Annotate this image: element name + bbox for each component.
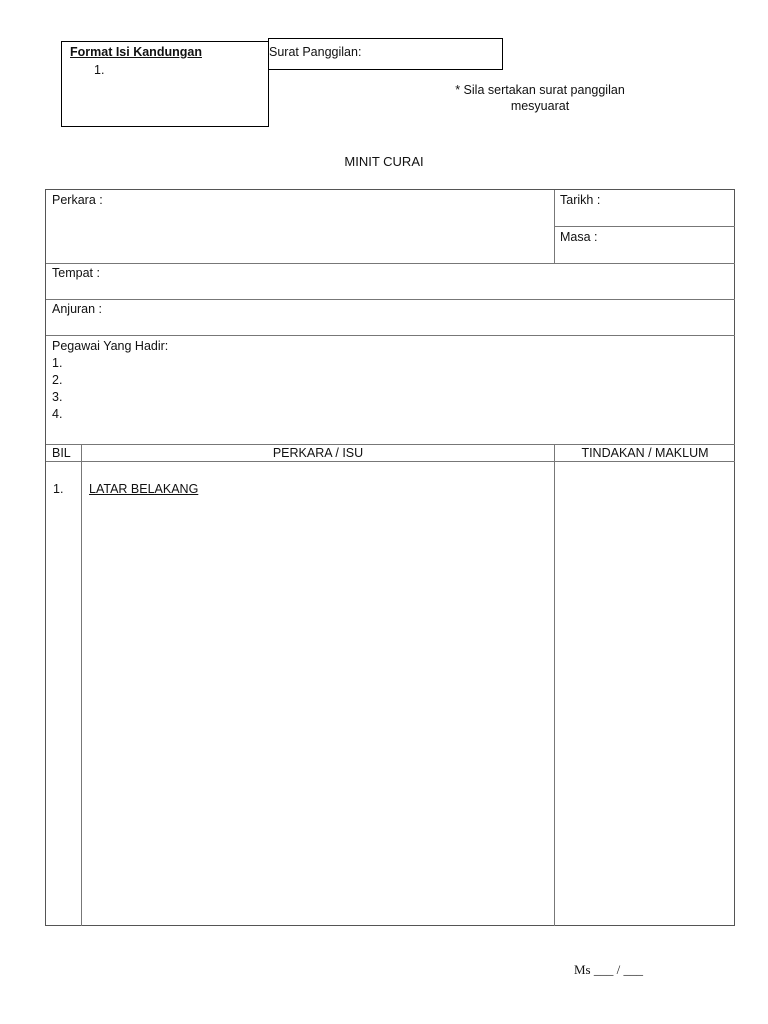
masa-field-label: Masa :: [560, 230, 598, 244]
tempat-field-label: Tempat :: [52, 266, 100, 280]
row-divider-1: [46, 263, 735, 264]
column-header-tindakan: TINDAKAN / MAKLUM: [581, 446, 709, 460]
row-bil-number: 1.: [53, 482, 64, 496]
row-perkara-heading: LATAR BELAKANG: [89, 482, 199, 496]
minutes-form: [45, 189, 735, 926]
format-box: [61, 41, 269, 127]
row-divider-2: [46, 299, 735, 300]
row-divider-3: [46, 335, 735, 336]
surat-panggilan-label: Surat Panggilan:: [269, 45, 362, 59]
attendee-item: 3.: [52, 390, 63, 404]
attendee-item: 2.: [52, 373, 63, 387]
note-line-2: mesyuarat: [510, 99, 570, 113]
page-number: Ms ___ / ___: [574, 962, 643, 977]
tarikh-field-label: Tarikh :: [560, 193, 601, 207]
column-header-bil: BIL: [52, 446, 71, 460]
page-title: MINIT CURAI: [344, 154, 424, 169]
anjuran-field-label: Anjuran :: [52, 302, 103, 316]
bil-column-divider: [81, 444, 82, 926]
table-header-top-line: [46, 444, 735, 445]
note-line-1: * Sila sertakan surat panggilan: [455, 83, 625, 97]
attendees-label: Pegawai Yang Hadir:: [52, 339, 169, 353]
perkara-field-label: Perkara :: [52, 193, 103, 207]
attachment-note: [420, 82, 660, 114]
format-box-item: 1.: [94, 63, 105, 77]
attendee-item: 4.: [52, 407, 63, 421]
tindakan-column-divider: [554, 444, 555, 926]
tarikh-divider: [554, 226, 735, 227]
attendee-item: 1.: [52, 356, 63, 370]
format-box-title: Format Isi Kandungan: [70, 45, 202, 59]
column-header-perkara: PERKARA / ISU: [272, 446, 364, 460]
surat-panggilan-box: [268, 38, 503, 70]
table-header-bottom-line: [46, 461, 735, 462]
attendees-section: [52, 338, 168, 423]
